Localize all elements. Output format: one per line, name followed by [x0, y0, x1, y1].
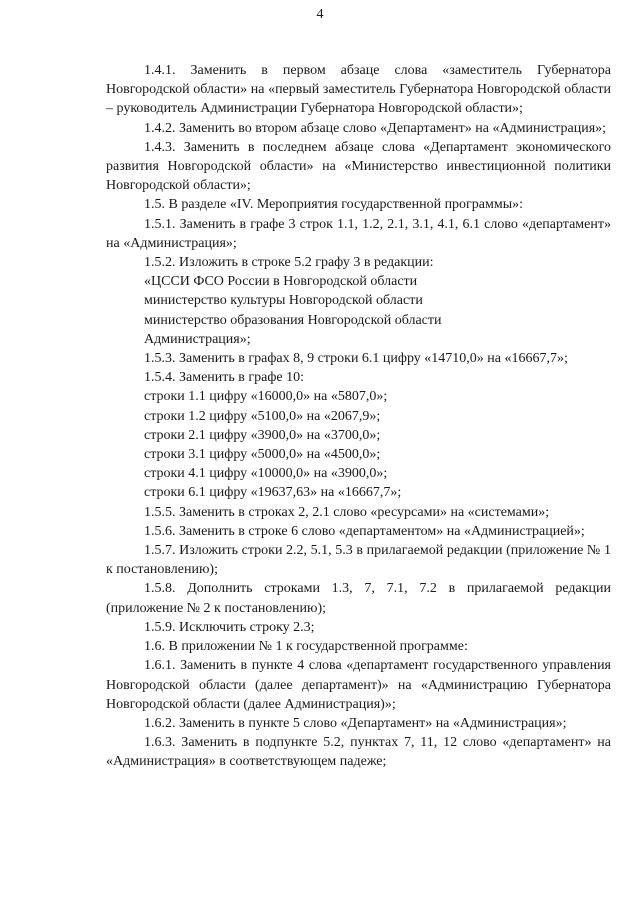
- paragraph-1-6-3: 1.6.3. Заменить в подпункте 5.2, пунктах 7, 11, 12 слово «департамент» на «Администрация» в соответствующем падеже;: [106, 735, 611, 770]
- paragraph-1-5-5: 1.5.5. Заменить в строках 2, 2.1 слово «ресурсами» на «системами»;: [144, 504, 550, 520]
- paragraph-1-5-6: 1.5.6. Заменить в строке 6 слово «департаментом» на «Администрацией»;: [144, 523, 585, 539]
- paragraph-1-6: 1.6. В приложении № 1 к государственной программе:: [144, 639, 468, 655]
- replacement-row-1-1: строки 1.1 цифру «16000,0» на «5807,0»;: [144, 389, 388, 405]
- replacement-row-2-1: строки 2.1 цифру «3900,0» на «3700,0»;: [144, 427, 381, 443]
- quoted-line-3: министерство образования Новгородской области: [144, 312, 442, 328]
- quoted-line-2: министерство культуры Новгородской области: [144, 293, 423, 309]
- page-number: 4: [316, 7, 324, 22]
- document-body: [106, 61, 611, 772]
- paragraph-1-4-2: 1.4.2. Заменить во втором абзаце слово «Департамент» на «Администрация»;: [144, 120, 607, 136]
- paragraph-1-5-4: 1.5.4. Заменить в графе 10:: [144, 370, 305, 386]
- replacement-row-4-1: строки 4.1 цифру «10000,0» на «3900,0»;: [144, 466, 388, 482]
- paragraph-1-4-1: 1.4.1. Заменить в первом абзаце слова «заместитель Губернатора Новгородской области» на «первый заместитель Губернатора Новгородской области – руководитель Администрации Губернатора Новгородской области»;: [106, 63, 611, 117]
- paragraph-1-5-1: 1.5.1. Заменить в графе 3 строк 1.1, 1.2, 2.1, 3.1, 4.1, 6.1 слово «департамент» на «Администрация»;: [106, 216, 611, 251]
- paragraph-1-4-3: 1.4.3. Заменить в последнем абзаце слова «Департамент экономического развития Новгородской области» на «Министерство инвестиционной политики Новгородской области»;: [106, 139, 611, 194]
- replacement-row-1-2: строки 1.2 цифру «5100,0» на «2067,9»;: [144, 408, 381, 424]
- quoted-line-1: «ЦССИ ФСО России в Новгородской области: [144, 274, 418, 290]
- paragraph-1-5-8: 1.5.8. Дополнить строками 1.3, 7, 7.1, 7.2 в прилагаемой редакции (приложение № 2 к постановлению);: [106, 581, 611, 616]
- paragraph-1-5-3: 1.5.3. Заменить в графах 8, 9 строки 6.1 цифру «14710,0» на «16667,7»;: [144, 351, 568, 367]
- replacement-row-3-1: строки 3.1 цифру «5000,0» на «4500,0»;: [144, 447, 381, 463]
- replacement-row-6-1: строки 6.1 цифру «19637,63» на «16667,7»;: [144, 485, 402, 501]
- paragraph-1-6-1: 1.6.1. Заменить в пункте 4 слова «департамент государственного управления Новгородской области (далее департамент)» на «Администрацию Губернатора Новгородской области (далее Администрация)»;: [106, 658, 611, 712]
- paragraph-1-5-9: 1.5.9. Исключить строку 2.3;: [144, 619, 315, 635]
- paragraph-1-5-7: 1.5.7. Изложить строки 2.2, 5.1, 5.3 в прилагаемой редакции (приложение № 1 к постановлению);: [106, 543, 611, 578]
- paragraph-1-5-2: 1.5.2. Изложить в строке 5.2 графу 3 в редакции:: [144, 255, 434, 271]
- quoted-line-4: Администрация»;: [144, 331, 251, 347]
- paragraph-1-5: 1.5. В разделе «IV. Мероприятия государственной программы»:: [144, 197, 524, 213]
- paragraph-1-6-2: 1.6.2. Заменить в пункте 5 слово «Департамент» на «Администрация»;: [144, 715, 567, 731]
